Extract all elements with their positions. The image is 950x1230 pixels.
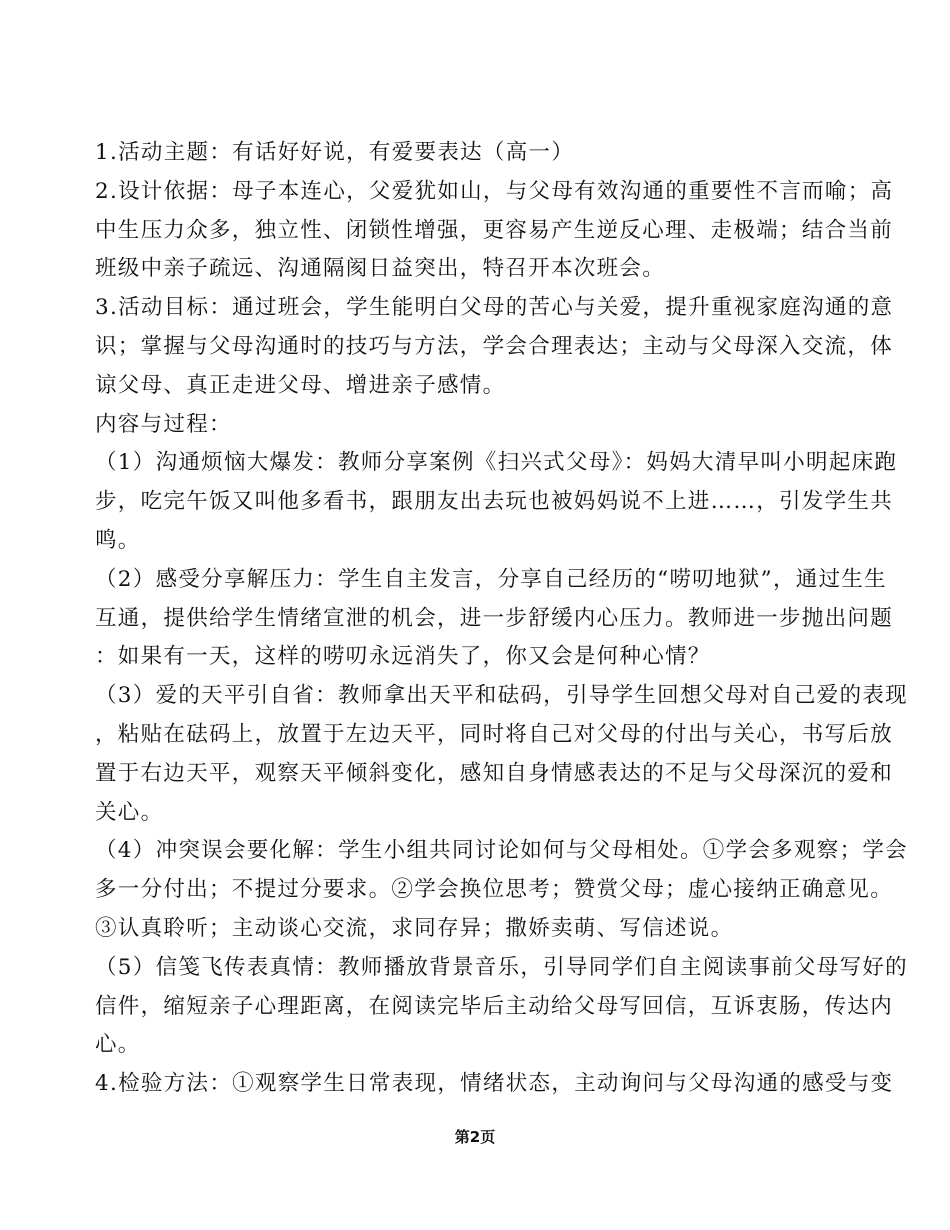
text-line: 置于右边天平，观察天平倾斜变化，感知自身情感表达的不足与父母深沉的爱和 [95,760,894,786]
page-number: 第2页 [454,1128,496,1146]
text-line: （4）冲突误会要化解：学生小组共同讨论如何与父母相处。①学会多观察；学会 [95,838,908,864]
text-line: 识；掌握与父母沟通时的技巧与方法，学会合理表达；主动与父母深入交流，体 [95,333,894,359]
text-line: 谅父母、真正走进父母、增进亲子感情。 [95,372,506,398]
text-line: 中生压力众多，独立性、闭锁性增强，更容易产生逆反心理、走极端；结合当前 [95,217,894,243]
text-line: 信件，缩短亲子心理距离，在阅读完毕后主动给父母写回信，互诉衷肠，传达内 [95,993,894,1019]
text-line: 心。 [95,1032,141,1058]
text-line: 1.活动主题：有话好好说，有爱要表达（高一） [95,140,575,165]
text-line: 内容与过程： [95,411,232,437]
document-body [95,134,908,1104]
text-line: 鸣。 [95,527,141,553]
text-line: （3）爱的天平引自省：教师拿出天平和砝码，引导学生回想父母对自己爱的表现 [95,683,908,709]
text-line: （2）感受分享解压力：学生自主发言，分享自己经历的“唠叨地狱”，通过生生 [95,566,887,592]
text-line: ，粘贴在砝码上，放置于左边天平，同时将自己对父母的付出与关心，书写后放 [95,721,894,747]
text-line: ：如果有一天，这样的唠叨永远消失了，你又会是何种心情？ [95,644,711,670]
text-line: 步，吃完午饭又叫他多看书，跟朋友出去玩也被妈妈说不上进……，引发学生共 [95,489,894,515]
text-line: 多一分付出；不提过分要求。②学会换位思考；赞赏父母；虚心接纳正确意见。 [95,877,894,903]
text-line: 2.设计依据：母子本连心，父爱犹如山，与父母有效沟通的重要性不言而喻；高 [95,178,894,204]
text-line: 互通，提供给学生情绪宣泄的机会，进一步舒缓内心压力。教师进一步抛出问题 [95,605,894,631]
text-line: 关心。 [95,799,164,825]
text-line: 班级中亲子疏远、沟通隔阂日益突出，特召开本次班会。 [95,256,666,282]
text-line: 4.检验方法：①观察学生日常表现，情绪状态，主动询问与父母沟通的感受与变 [95,1071,894,1097]
text-line: 3.活动目标：通过班会，学生能明白父母的苦心与关爱，提升重视家庭沟通的意 [95,295,894,321]
text-line: ③认真聆听；主动谈心交流，求同存异；撒娇卖萌、写信述说。 [95,915,734,941]
text-line: （1）沟通烦恼大爆发：教师分享案例《扫兴式父母》：妈妈大清早叫小明起床跑 [95,450,898,476]
text-line: （5）信笺飞传表真情：教师播放背景音乐，引导同学们自主阅读事前父母写好的 [95,954,908,980]
